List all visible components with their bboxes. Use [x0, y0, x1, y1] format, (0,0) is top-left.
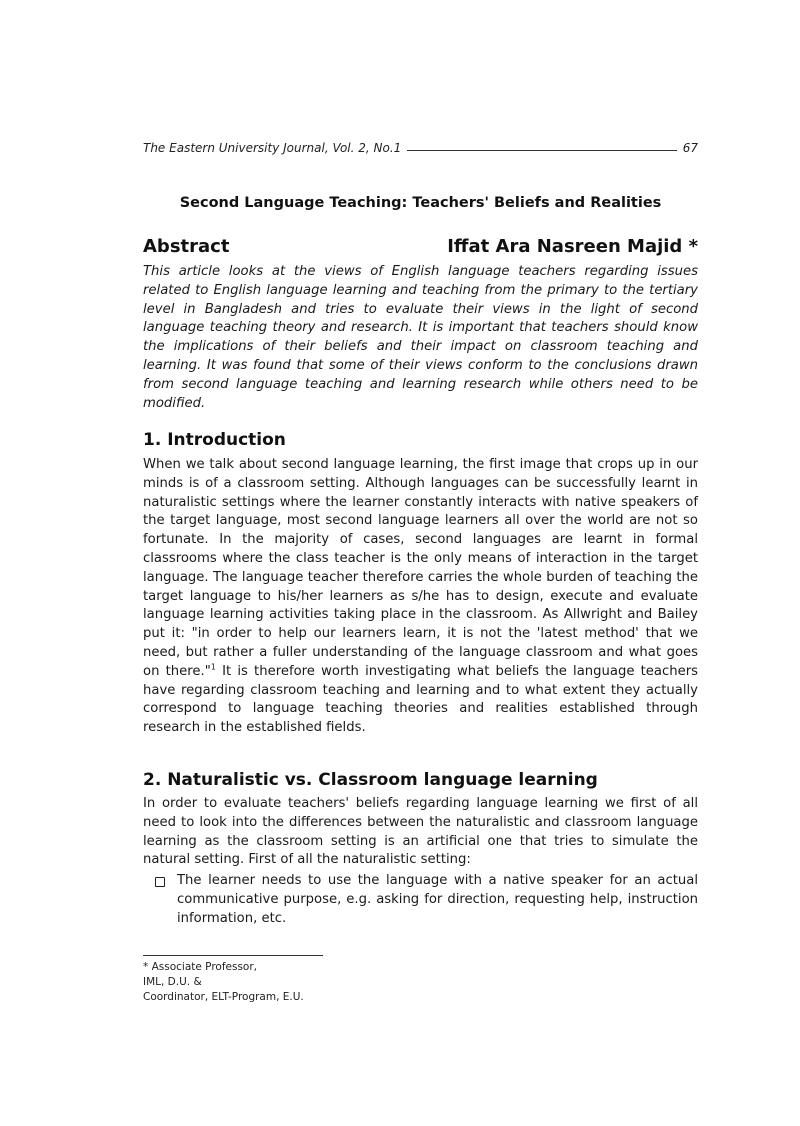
abstract-text: This article looks at the views of English language teachers regarding issues related to English language learning and teaching from the primary to the tertiary level in Bangladesh and tries to evaluate their views in the light of second language teaching theory and research. It is important that teachers should know the implications of their beliefs and their impact on classroom teaching and learning. It was found that some of their views conform to the conclusions drawn from second language teaching and learning research while others need to be modified. — [143, 264, 698, 411]
list-item — [155, 872, 698, 928]
introduction-text-part1: When we talk about second language learning, the first image that crops up in our minds is of a classroom setting. Although languages can be successfully learnt in naturalistic settings where the learner constantly interacts with native speakers of the target language, most second language learners all over the world are not so fortunate. In the majority of cases, second languages are learnt in formal classrooms where the class teacher is the only means of interaction in the target language. The language teacher therefore carries the whole burden of teaching the target language to his/her learners as s/he has to design, execute and evaluate language learning activities taking place in the classroom. As Allwright and Bailey put it: "in order to help our learners learn, it is not the 'latest method' that we need, but rather a fuller understanding of the language classroom and what goes on there." — [143, 457, 698, 679]
author-name: Iffat Ara Nasreen Majid * — [447, 236, 698, 257]
footnote — [143, 960, 443, 1005]
footnote-line: * Associate Professor, — [143, 961, 258, 973]
abstract-heading: Abstract — [143, 236, 230, 257]
section-heading-introduction: 1. Introduction — [143, 430, 286, 450]
journal-name: The Eastern University Journal, Vol. 2, No.1 — [143, 141, 402, 155]
footnote-rule — [143, 955, 323, 956]
section2-text: In order to evaluate teachers' beliefs regarding language learning we first of all need to look into the differences between the naturalistic and classroom language learning as the classroom setting is an artificial one that tries to simulate the natural setting. First of all the naturalistic setting: — [143, 796, 698, 868]
introduction-text — [143, 456, 698, 738]
footnote-line: Coordinator, ELT-Program, E.U. — [143, 991, 304, 1003]
header-rule — [407, 150, 676, 151]
running-head — [143, 137, 698, 155]
checkbox-bullet-icon — [155, 877, 165, 887]
footnote-line: IML, D.U. & — [143, 976, 202, 988]
list-item-text: The learner needs to use the language with a native speaker for an actual communicative purpose, e.g. asking for direction, requesting help, instruction information, etc. — [177, 873, 698, 926]
article-title: Second Language Teaching: Teachers' Beliefs and Realities — [179, 195, 662, 211]
introduction-text-part2: It is therefore worth investigating what beliefs the language teachers have regarding classroom teaching and learning and to what extent they actually correspond to language teaching theories and realities established through research in the established fields. — [143, 663, 699, 736]
abstract-header — [143, 236, 698, 257]
section-heading-naturalistic: 2. Naturalistic vs. Classroom language learning — [143, 770, 598, 790]
page-number: 67 — [682, 141, 698, 155]
footnote-ref: 1 — [210, 662, 216, 672]
